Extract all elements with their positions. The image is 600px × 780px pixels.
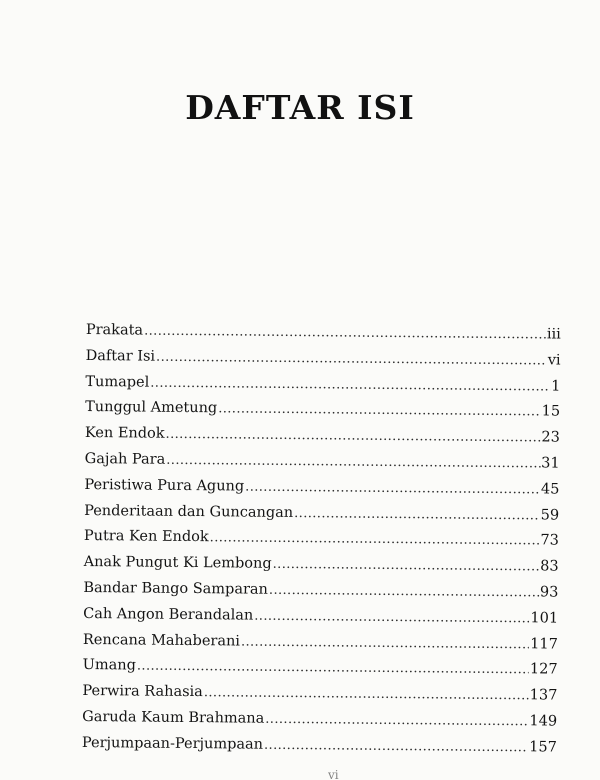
toc-entry-page: vi (547, 352, 561, 369)
toc-entry-page: 83 (540, 558, 559, 575)
toc-entry-page: 127 (529, 661, 558, 678)
toc-entry-page: 157 (529, 739, 557, 756)
toc-entry-title: Umang (82, 657, 136, 674)
dot-leader (254, 603, 529, 631)
toc-entry-title: Tunggul Ametung (85, 399, 218, 417)
table-of-contents (82, 318, 561, 761)
toc-entry-page: 1 (551, 378, 561, 395)
dot-leader (165, 422, 540, 451)
toc-entry-page: 117 (530, 635, 558, 653)
toc-entry-page: 31 (541, 455, 560, 472)
toc-entry-page: 59 (540, 506, 560, 524)
toc-entry-title: Rencana Mahaberani (82, 631, 241, 650)
dot-leader (166, 448, 540, 477)
toc-entry-title: Perjumpaan-Perjumpaan (81, 734, 264, 753)
toc-entry-title: Daftar Isi (85, 347, 156, 365)
toc-entry-title: Cah Angon Berandalan (83, 605, 254, 624)
dot-leader (294, 501, 540, 529)
toc-entry (82, 731, 557, 761)
toc-entry-page: iii (546, 326, 561, 343)
toc-entry-title: Bandar Bango Samparan (83, 579, 269, 598)
toc-entry-page: 23 (541, 429, 560, 446)
toc-entry-title: Putra Ken Endok (83, 528, 209, 546)
toc-entry-title: Prakata (85, 321, 144, 339)
dot-leader (204, 680, 529, 709)
toc-entry-page: 149 (529, 713, 558, 730)
toc-entry-page: 137 (529, 687, 558, 704)
page-title: DAFTAR ISI (185, 88, 415, 128)
dot-leader (210, 526, 540, 555)
toc-entry-page: 101 (530, 610, 559, 627)
dot-leader (137, 654, 529, 684)
dot-leader (218, 397, 541, 426)
dot-leader (264, 732, 528, 760)
dot-leader (241, 629, 529, 658)
toc-entry-page: 73 (540, 532, 559, 549)
dot-leader (156, 344, 547, 374)
dot-leader (265, 707, 528, 735)
toc-entry-title: Gajah Para (84, 450, 166, 468)
toc-entry-title: Ken Endok (84, 425, 165, 442)
dot-leader (245, 474, 540, 503)
toc-entry-title: Perwira Rahasia (82, 683, 203, 701)
toc-entry-title: Anak Pungut Ki Lembong (83, 554, 272, 572)
toc-entry-title: Peristiwa Pura Agung (84, 476, 245, 495)
toc-entry-title: Tumapel (85, 373, 150, 391)
dot-leader (269, 578, 539, 606)
dot-leader (144, 319, 546, 349)
toc-entry-page: 93 (539, 584, 559, 601)
dot-leader (273, 552, 540, 580)
toc-entry-title: Garuda Kaum Brahmana (82, 708, 265, 727)
toc-entry-page: 45 (540, 481, 560, 498)
toc-entry-page: 15 (541, 403, 561, 420)
toc-entry-title: Penderitaan dan Guncangan (84, 502, 294, 521)
page-number: vi (328, 768, 339, 780)
bleed-through-text (40, 0, 580, 307)
dot-leader (150, 370, 550, 400)
